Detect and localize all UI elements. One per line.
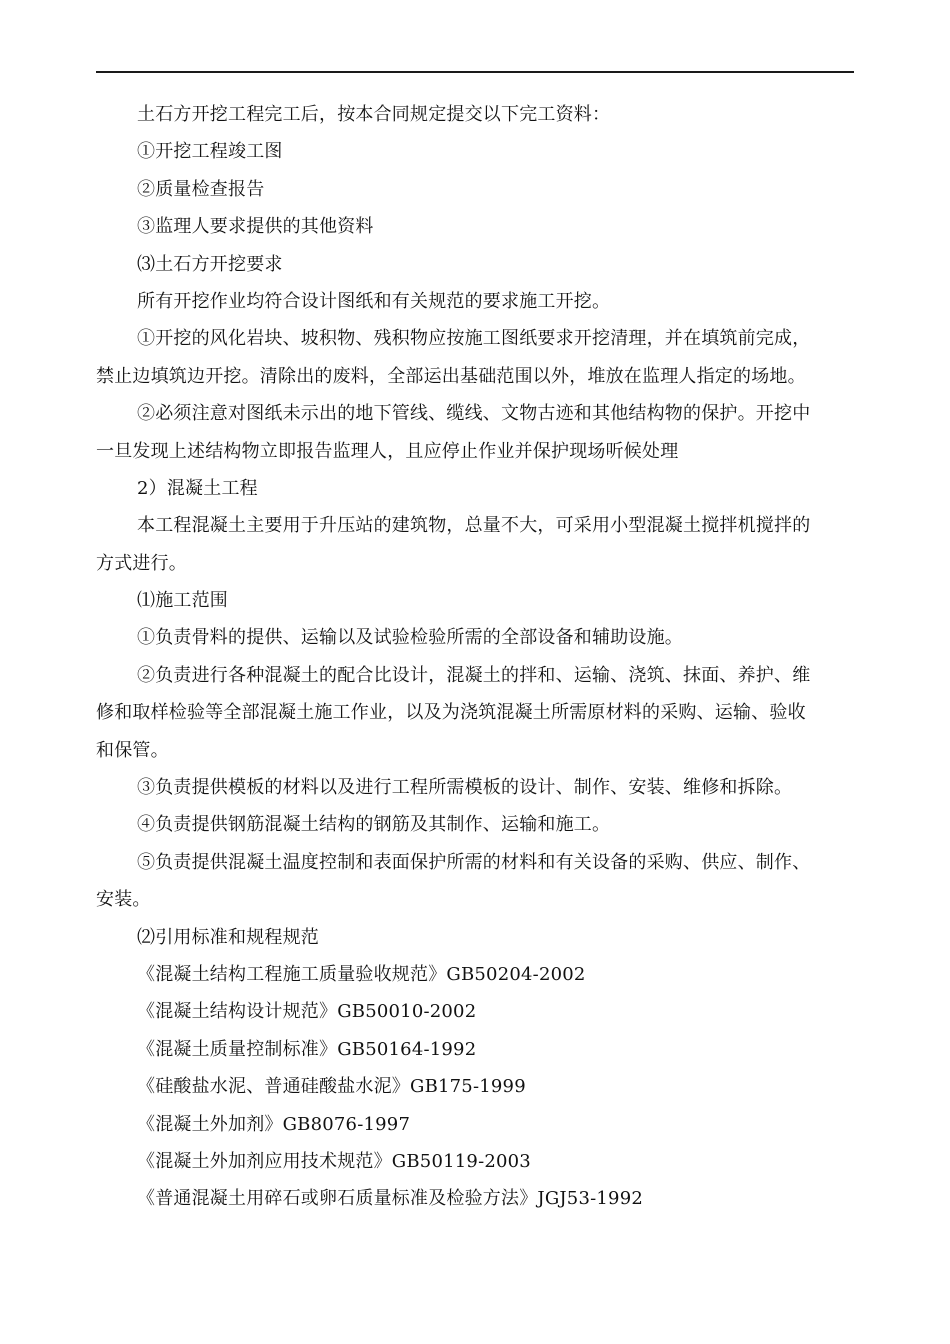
standard-reference: 《混凝土外加剂》GB8076-1997: [137, 1113, 411, 1135]
text-line: ②负责进行各种混凝土的配合比设计，混凝土的拌和、运输、浇筑、抹面、养护、维: [137, 664, 811, 686]
header-rule: [96, 71, 854, 73]
text-line: ①开挖的风化岩块、坡积物、残积物应按施工图纸要求开挖清理，并在填筑前完成，: [137, 328, 811, 350]
text-line: 禁止边填筑边开挖。清除出的废料，全部运出基础范围以外，堆放在监理人指定的场地。: [96, 365, 806, 387]
text-line: 修和取样检验等全部混凝土施工作业，以及为浇筑混凝土所需原材料的采购、运输、验收: [96, 702, 806, 724]
text-line: 和保管。: [96, 739, 169, 761]
standard-reference: 《混凝土结构设计规范》GB50010-2002: [137, 1001, 477, 1023]
text-line: ③监理人要求提供的其他资料: [137, 216, 374, 238]
section-heading: ⑴施工范围: [137, 590, 228, 612]
section-heading: 2）混凝土工程: [137, 477, 258, 499]
standard-reference: 《混凝土结构工程施工质量验收规范》GB50204-2002: [137, 963, 586, 985]
standard-reference: 《混凝土质量控制标准》GB50164-1992: [137, 1038, 477, 1060]
text-line: ⑤负责提供混凝土温度控制和表面保护所需的材料和有关设备的采购、供应、制作、: [137, 851, 811, 873]
text-line: ②质量检查报告: [137, 178, 265, 200]
document-body: [96, 96, 856, 1218]
text-line: ④负责提供钢筋混凝土结构的钢筋及其制作、运输和施工。: [137, 814, 611, 836]
text-line: 所有开挖作业均符合设计图纸和有关规范的要求施工开挖。: [137, 290, 611, 312]
text-line: 方式进行。: [96, 552, 187, 574]
text-line: ①负责骨料的提供、运输以及试验检验所需的全部设备和辅助设施。: [137, 627, 683, 649]
text-line: 土石方开挖工程完工后，按本合同规定提交以下完工资料：: [137, 104, 611, 125]
section-heading: ⑶土石方开挖要求: [137, 253, 283, 275]
text-line: 安装。: [96, 889, 151, 911]
text-line: ③负责提供模板的材料以及进行工程所需模板的设计、制作、安装、维修和拆除。: [137, 777, 793, 799]
text-line: ②必须注意对图纸未示出的地下管线、缆线、文物古迹和其他结构物的保护。开挖中: [137, 403, 811, 425]
text-line: ①开挖工程竣工图: [137, 141, 283, 163]
section-heading: ⑵引用标准和规程规范: [137, 926, 319, 948]
standard-reference: 《普通混凝土用碎石或卵石质量标准及检验方法》JGJ53-1992: [137, 1188, 644, 1210]
standard-reference: 《硅酸盐水泥、普通硅酸盐水泥》GB175-1999: [137, 1076, 526, 1098]
text-line: 一旦发现上述结构物立即报告监理人，且应停止作业并保护现场听候处理: [96, 440, 679, 462]
text-line: 本工程混凝土主要用于升压站的建筑物，总量不大，可采用小型混凝土搅拌机搅拌的: [137, 515, 811, 537]
standard-reference: 《混凝土外加剂应用技术规范》GB50119-2003: [137, 1150, 531, 1172]
